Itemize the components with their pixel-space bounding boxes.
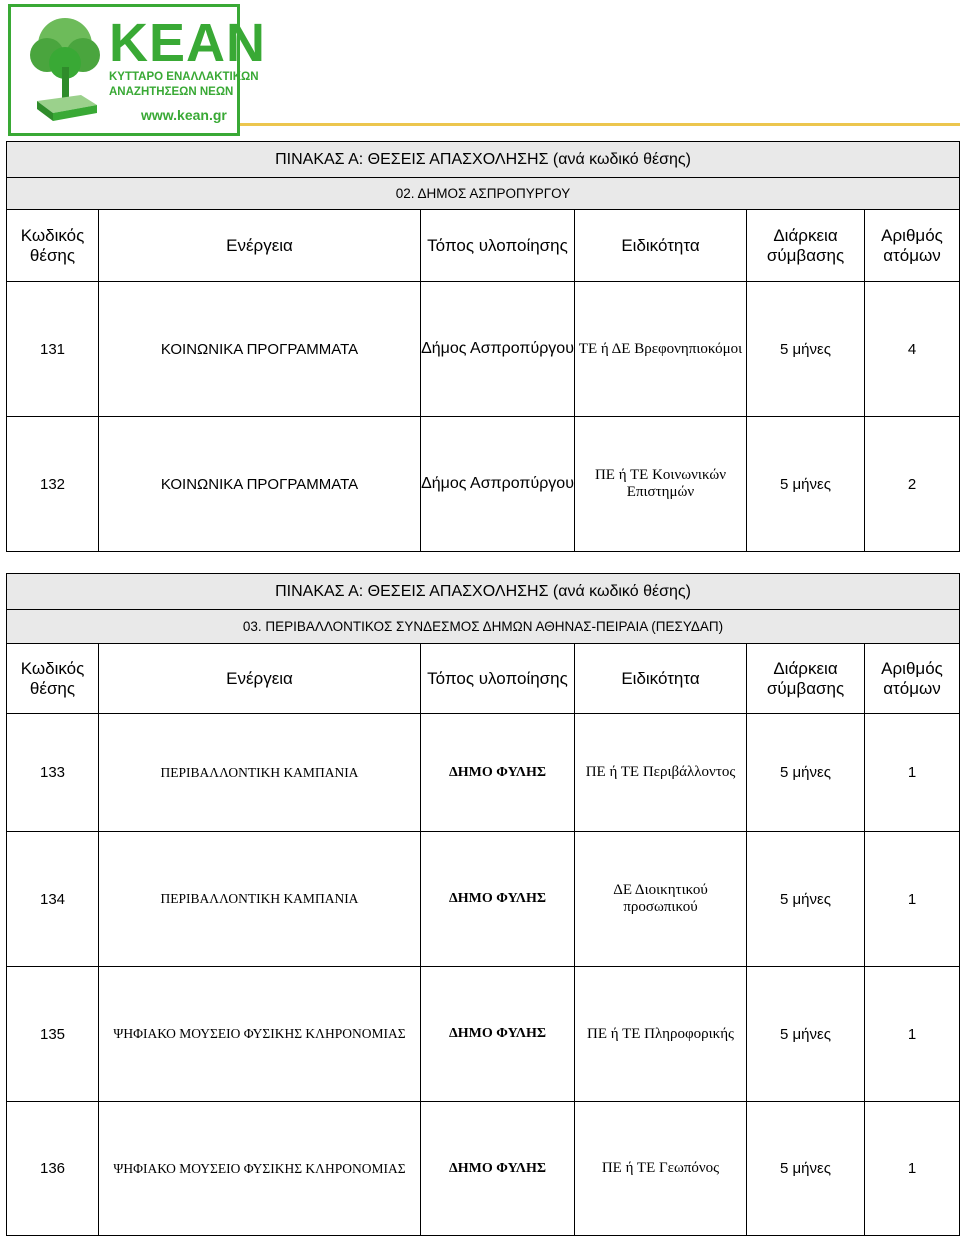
- position-action: ΚΟΙΝΩΝΙΚΑ ΠΡΟΓΡΑΜΜΑΤΑ: [99, 417, 421, 552]
- column-header-specialty: Ειδικότητα: [575, 644, 747, 714]
- kean-logo: [8, 4, 267, 136]
- column-header-duration: Διάρκεια σύμβασης: [747, 210, 865, 282]
- position-duration: 5 μήνες: [747, 1102, 865, 1236]
- table-row: [7, 832, 960, 967]
- table-subtitle: 03. ΠΕΡΙΒΑΛΛΟΝΤΙΚΟΣ ΣΥΝΔΕΣΜΟΣ ΔΗΜΩΝ ΑΘΗΝΑΣ-ΠΕΙΡΑΙΑ (ΠΕΣΥΔΑΠ): [7, 610, 960, 644]
- brand-tagline-2: ΑΝΑΖΗΤΗΣΕΩΝ ΝΕΩΝ: [109, 86, 234, 98]
- column-header-count: Αριθμός ατόμων: [865, 644, 960, 714]
- column-header-duration: Διάρκεια σύμβασης: [747, 644, 865, 714]
- position-specialty: ΔΕ Διοικητικού προσωπικού: [575, 832, 747, 967]
- position-count: 2: [865, 417, 960, 552]
- position-count: 1: [865, 714, 960, 832]
- column-header-action: Ενέργεια: [99, 210, 421, 282]
- table-row: [7, 417, 960, 552]
- positions-table-pesydap: [6, 573, 960, 1236]
- position-specialty: ΤΕ ή ΔΕ Βρεφονηπιοκόμοι: [575, 282, 747, 417]
- header-divider: [240, 123, 960, 126]
- column-header-action: Ενέργεια: [99, 644, 421, 714]
- position-count: 1: [865, 832, 960, 967]
- position-specialty: ΠΕ ή ΤΕ Πληροφορικής: [575, 967, 747, 1102]
- table-subtitle-row: [7, 610, 960, 644]
- position-count: 1: [865, 967, 960, 1102]
- brand-url: www.kean.gr: [141, 107, 227, 123]
- table-title-row: [7, 142, 960, 178]
- position-location: ΔΗΜΟ ΦΥΛΗΣ: [421, 714, 575, 832]
- column-header-code: Κωδικός θέσης: [7, 210, 99, 282]
- position-duration: 5 μήνες: [747, 832, 865, 967]
- position-code: 134: [7, 832, 99, 967]
- position-location: Δήμος Ασπροπύργου: [421, 417, 575, 552]
- position-duration: 5 μήνες: [747, 714, 865, 832]
- tree-logo-icon: [23, 15, 107, 127]
- table-subtitle-row: [7, 178, 960, 210]
- position-action: ΨΗΦΙΑΚΟ ΜΟΥΣΕΙΟ ΦΥΣΙΚΗΣ ΚΛΗΡΟΝΟΜΙΑΣ: [99, 967, 421, 1102]
- position-specialty: ΠΕ ή ΤΕ Γεωπόνος: [575, 1102, 747, 1236]
- table-title-row: [7, 574, 960, 610]
- position-count: 4: [865, 282, 960, 417]
- position-action: ΚΟΙΝΩΝΙΚΑ ΠΡΟΓΡΑΜΜΑΤΑ: [99, 282, 421, 417]
- position-code: 131: [7, 282, 99, 417]
- position-duration: 5 μήνες: [747, 417, 865, 552]
- position-location: Δήμος Ασπροπύργου: [421, 282, 575, 417]
- table-row: [7, 967, 960, 1102]
- position-action: ΠΕΡΙΒΑΛΛΟΝΤΙΚΗ ΚΑΜΠΑΝΙΑ: [99, 714, 421, 832]
- table-row: [7, 282, 960, 417]
- column-header-location: Τόπος υλοποίησης: [421, 210, 575, 282]
- column-header-code: Κωδικός θέσης: [7, 644, 99, 714]
- position-code: 135: [7, 967, 99, 1102]
- position-count: 1: [865, 1102, 960, 1236]
- position-action: ΨΗΦΙΑΚΟ ΜΟΥΣΕΙΟ ΦΥΣΙΚΗΣ ΚΛΗΡΟΝΟΜΙΑΣ: [99, 1102, 421, 1236]
- column-header-specialty: Ειδικότητα: [575, 210, 747, 282]
- position-code: 132: [7, 417, 99, 552]
- table-row: [7, 714, 960, 832]
- position-location: ΔΗΜΟ ΦΥΛΗΣ: [421, 1102, 575, 1236]
- brand-name: ΚΕΑΝ: [109, 13, 267, 73]
- table-title: ΠΙΝΑΚΑΣ Α: ΘΕΣΕΙΣ ΑΠΑΣΧΟΛΗΣΗΣ (ανά κωδικό θέσης): [7, 574, 960, 610]
- position-specialty: ΠΕ ή ΤΕ Περιβάλλοντος: [575, 714, 747, 832]
- position-specialty: ΠΕ ή ΤΕ Κοινωνικών Επιστημών: [575, 417, 747, 552]
- table-row: [7, 1102, 960, 1236]
- position-duration: 5 μήνες: [747, 967, 865, 1102]
- position-location: ΔΗΜΟ ΦΥΛΗΣ: [421, 967, 575, 1102]
- positions-table-aspropyrgos: [6, 141, 960, 552]
- table-title: ΠΙΝΑΚΑΣ Α: ΘΕΣΕΙΣ ΑΠΑΣΧΟΛΗΣΗΣ (ανά κωδικό θέσης): [7, 142, 960, 178]
- table-subtitle: 02. ΔΗΜΟΣ ΑΣΠΡΟΠΥΡΓΟΥ: [7, 178, 960, 210]
- column-header-count: Αριθμός ατόμων: [865, 210, 960, 282]
- position-action: ΠΕΡΙΒΑΛΛΟΝΤΙΚΗ ΚΑΜΠΑΝΙΑ: [99, 832, 421, 967]
- column-header-row: [7, 644, 960, 714]
- position-location: ΔΗΜΟ ΦΥΛΗΣ: [421, 832, 575, 967]
- position-code: 133: [7, 714, 99, 832]
- position-code: 136: [7, 1102, 99, 1236]
- position-duration: 5 μήνες: [747, 282, 865, 417]
- brand-tagline-1: ΚΥΤΤΑΡΟ ΕΝΑΛΛΑΚΤΙΚΩΝ: [109, 71, 259, 83]
- column-header-row: [7, 210, 960, 282]
- column-header-location: Τόπος υλοποίησης: [421, 644, 575, 714]
